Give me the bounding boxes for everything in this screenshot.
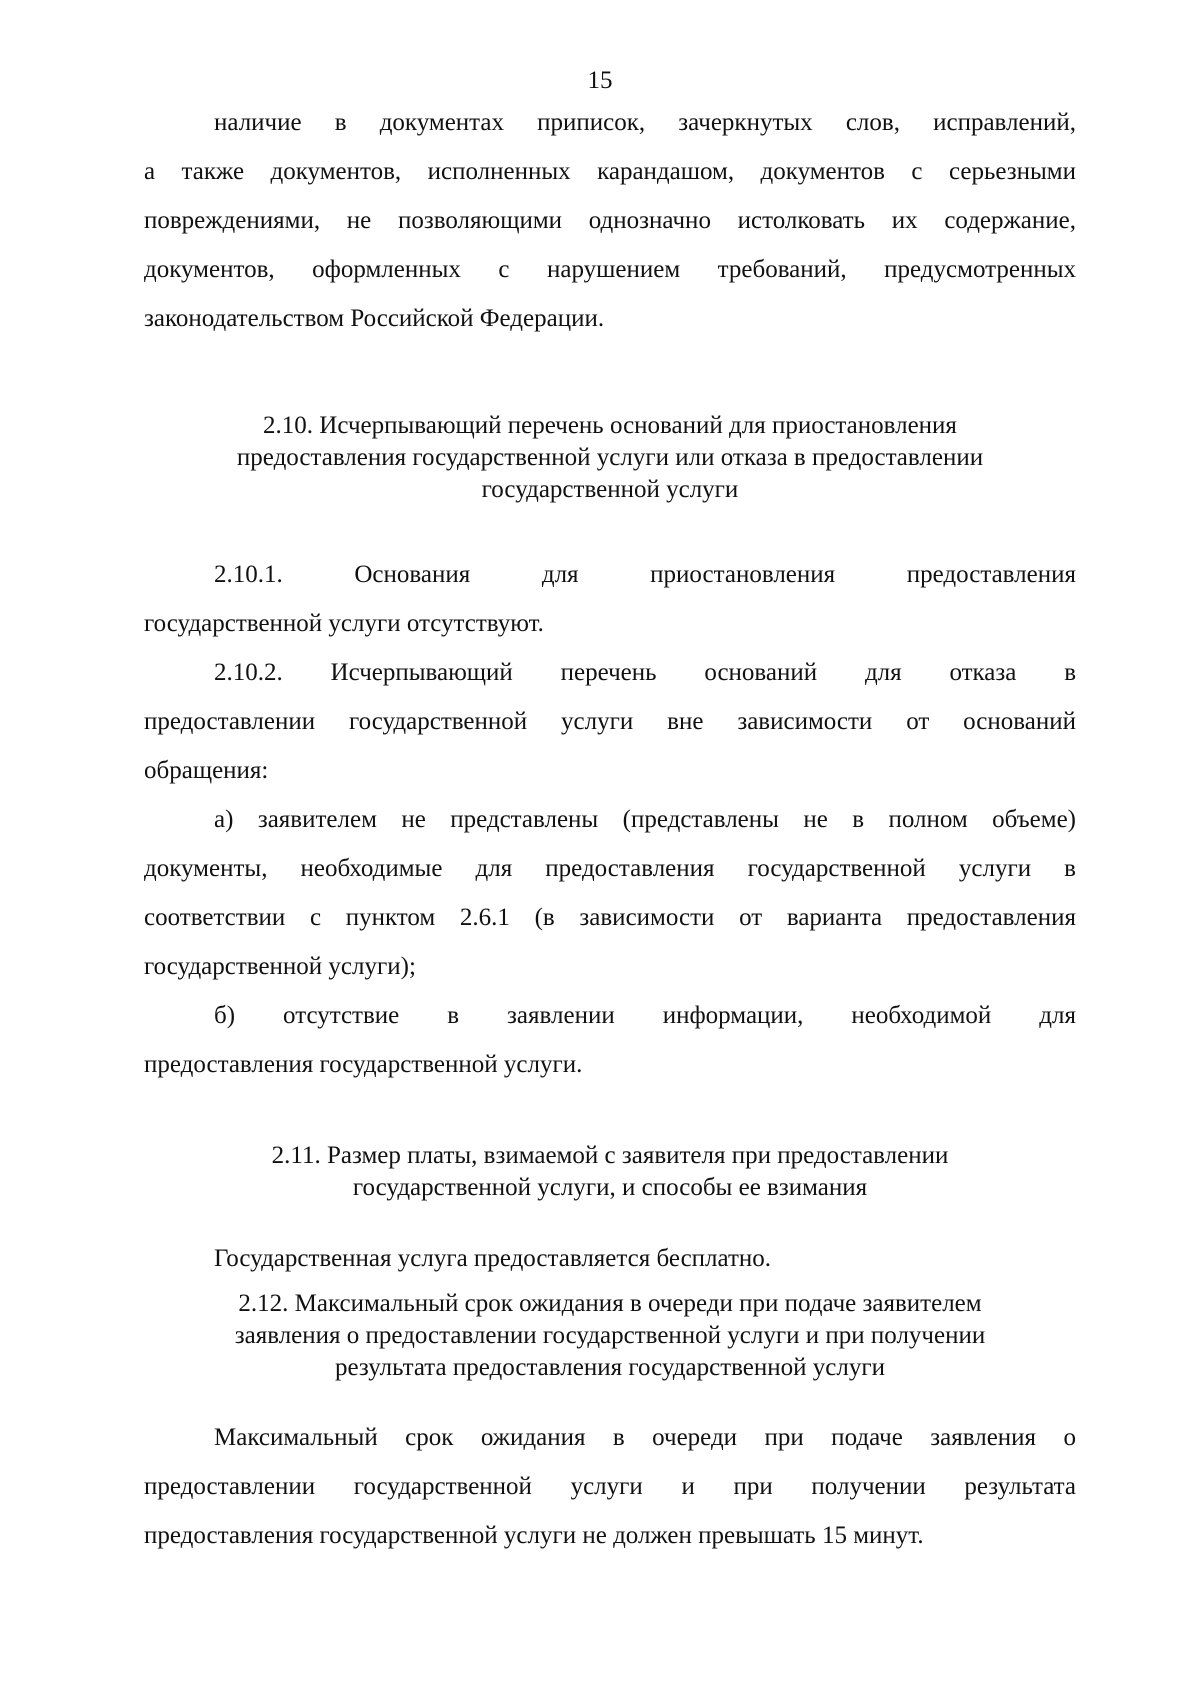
item-a-line: а) заявителем не представлены (представлены не в полном объеме) [214, 806, 1076, 833]
intro-line: а также документов, исполненных карандашом, документов с серьезными [144, 158, 1076, 185]
paragraph-2-10-1-line: государственной услуги отсутствуют. [144, 610, 544, 637]
paragraph-2-10-2-line: обращения: [144, 757, 269, 784]
item-b-line: б) отсутствие в заявлении информации, необходимой для [214, 1002, 1076, 1029]
item-a-line: соответствии с пунктом 2.6.1 (в зависимости от варианта предоставления [144, 904, 1076, 931]
intro-line: законодательством Российской Федерации. [144, 305, 605, 332]
item-b-line: предоставления государственной услуги. [144, 1051, 583, 1078]
section-heading-2-12 [144, 1288, 1076, 1384]
intro-line: повреждениями, не позволяющими однозначно истолковать их содержание, [144, 207, 1076, 234]
paragraph-2-12-line: предоставления государственной услуги не должен превышать 15 минут. [144, 1522, 924, 1549]
heading-line: заявления о предоставлении государственной услуги и при получении [234, 1322, 986, 1349]
intro-paragraph [144, 98, 1076, 343]
heading-line: 2.10. Исчерпывающий перечень оснований для приостановления [263, 412, 957, 439]
paragraph-2-12-line: Максимальный срок ожидания в очереди при подаче заявления о [214, 1424, 1076, 1451]
paragraph-2-10-2-line: предоставлении государственной услуги вне зависимости от оснований [144, 708, 1076, 735]
item-a-line: документы, необходимые для предоставления государственной услуги в [144, 855, 1076, 882]
heading-line: 2.12. Максимальный срок ожидания в очереди при подаче заявителем [238, 1290, 982, 1317]
heading-line: государственной услуги [481, 476, 739, 503]
paragraph-2-10-2-line: 2.10.2. Исчерпывающий перечень оснований для отказа в [214, 659, 1076, 686]
intro-line: наличие в документах приписок, зачеркнутых слов, исправлений, [214, 109, 1076, 136]
section-heading-2-10 [144, 410, 1076, 506]
heading-line: государственной услуги, и способы ее взимания [352, 1174, 868, 1201]
paragraph-2-10-1-line: 2.10.1. Основания для приостановления предоставления [214, 561, 1076, 588]
page-number: 15 [587, 67, 613, 94]
section-2-10-body [144, 550, 1076, 1089]
section-2-11-body [144, 1234, 1076, 1283]
paragraph-2-12-line: предоставлении государственной услуги и при получении результата [144, 1473, 1076, 1500]
heading-line: результата предоставления государственной услуги [335, 1354, 885, 1381]
section-heading-2-11 [144, 1140, 1076, 1204]
paragraph-2-11: Государственная услуга предоставляется бесплатно. [214, 1245, 772, 1272]
heading-line: предоставления государственной услуги или отказа в предоставлении [236, 444, 984, 471]
section-2-12-body [144, 1413, 1076, 1560]
item-a-line: государственной услуги); [144, 953, 416, 980]
heading-line: 2.11. Размер платы, взимаемой с заявителя при предоставлении [271, 1142, 949, 1169]
intro-line: документов, оформленных с нарушением требований, предусмотренных [144, 256, 1076, 283]
